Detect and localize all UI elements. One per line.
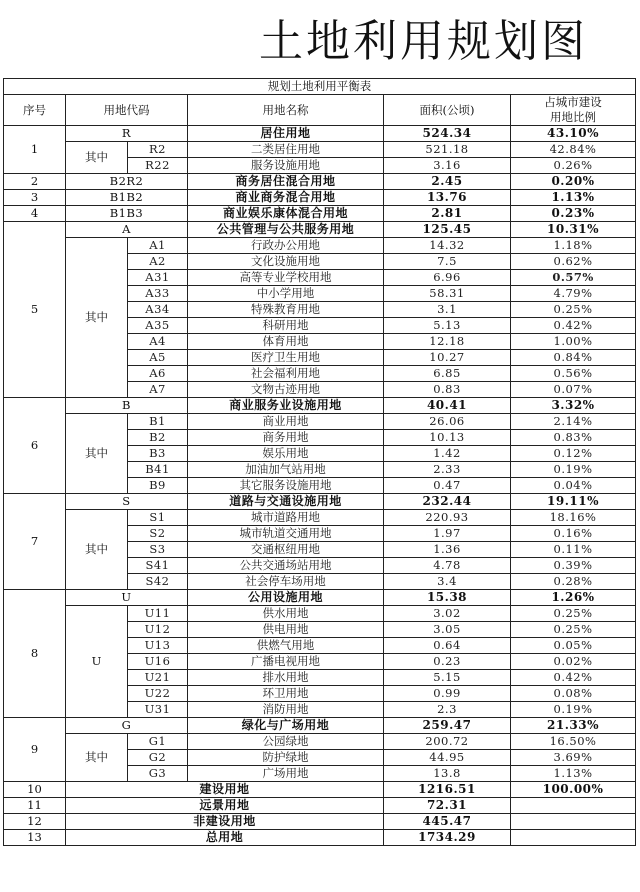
ratio-value: 0.23% (511, 206, 636, 222)
sub-area-value: 2.33 (384, 462, 511, 478)
land-name: 建设用地 (66, 782, 384, 798)
watermark-blur (476, 842, 616, 876)
sub-land-name: 行政办公用地 (188, 238, 384, 254)
land-name: 商业商务混合用地 (188, 190, 384, 206)
sub-area-value: 10.13 (384, 430, 511, 446)
header-name: 用地名称 (188, 95, 384, 126)
land-name: 公共管理与公共服务用地 (188, 222, 384, 238)
sub-land-name: 体育用地 (188, 334, 384, 350)
sub-ratio-value: 0.25% (511, 302, 636, 318)
land-code: A (66, 222, 188, 238)
ratio-value: 10.31% (511, 222, 636, 238)
sub-area-value: 6.85 (384, 366, 511, 382)
land-code: S (66, 494, 188, 510)
sub-area-value: 4.78 (384, 558, 511, 574)
sub-ratio-value: 0.25% (511, 622, 636, 638)
row-number: 6 (4, 398, 66, 494)
row-number: 11 (4, 798, 66, 814)
sub-land-name: 其它服务设施用地 (188, 478, 384, 494)
sub-land-name: 商业用地 (188, 414, 384, 430)
sub-code: S2 (128, 526, 188, 542)
sub-land-name: 中小学用地 (188, 286, 384, 302)
sub-code: S3 (128, 542, 188, 558)
sub-ratio-value: 0.16% (511, 526, 636, 542)
sub-code: U22 (128, 686, 188, 702)
table-row (4, 590, 636, 606)
sub-land-name: 公园绿地 (188, 734, 384, 750)
sub-area-value: 1.42 (384, 446, 511, 462)
sub-land-name: 环卫用地 (188, 686, 384, 702)
sub-area-value: 5.15 (384, 670, 511, 686)
sub-area-value: 26.06 (384, 414, 511, 430)
sub-ratio-value: 0.19% (511, 462, 636, 478)
sub-ratio-value: 1.00% (511, 334, 636, 350)
row-number: 9 (4, 718, 66, 782)
sub-ratio-value: 0.07% (511, 382, 636, 398)
sub-ratio-value: 0.42% (511, 670, 636, 686)
sub-code: B1 (128, 414, 188, 430)
land-name: 商务居住混合用地 (188, 174, 384, 190)
land-name: 远景用地 (66, 798, 384, 814)
sub-code: S42 (128, 574, 188, 590)
sub-ratio-value: 0.04% (511, 478, 636, 494)
area-value: 259.47 (384, 718, 511, 734)
sub-area-value: 0.47 (384, 478, 511, 494)
ratio-value (511, 814, 636, 830)
table-caption: 规划土地利用平衡表 (4, 79, 636, 95)
table-row (4, 238, 636, 254)
sub-ratio-value: 0.62% (511, 254, 636, 270)
sub-land-name: 文化设施用地 (188, 254, 384, 270)
header-code: 用地代码 (66, 95, 188, 126)
land-code: B (66, 398, 188, 414)
sub-area-value: 6.96 (384, 270, 511, 286)
area-value: 15.38 (384, 590, 511, 606)
sub-area-value: 14.32 (384, 238, 511, 254)
row-number: 8 (4, 590, 66, 718)
sub-ratio-value: 4.79% (511, 286, 636, 302)
ratio-value (511, 798, 636, 814)
land-code: B1B3 (66, 206, 188, 222)
land-name: 公用设施用地 (188, 590, 384, 606)
land-code: U (66, 590, 188, 606)
land-code: B1B2 (66, 190, 188, 206)
group-code-label: U (66, 606, 128, 718)
sub-code: U13 (128, 638, 188, 654)
sub-ratio-value: 0.56% (511, 366, 636, 382)
sub-code: A35 (128, 318, 188, 334)
sub-code: R2 (128, 142, 188, 158)
area-value: 40.41 (384, 398, 511, 414)
sub-ratio-value: 0.83% (511, 430, 636, 446)
sub-land-name: 社会停车场用地 (188, 574, 384, 590)
group-label-qizhong: 其中 (66, 734, 128, 782)
table-row (4, 398, 636, 414)
sub-land-name: 高等专业学校用地 (188, 270, 384, 286)
sub-ratio-value: 0.05% (511, 638, 636, 654)
sub-land-name: 消防用地 (188, 702, 384, 718)
sub-land-name: 供燃气用地 (188, 638, 384, 654)
sub-ratio-value: 3.69% (511, 750, 636, 766)
sub-ratio-value: 0.84% (511, 350, 636, 366)
header-ratio-line2: 用地比例 (550, 110, 597, 124)
sub-area-value: 220.93 (384, 510, 511, 526)
sub-ratio-value: 0.25% (511, 606, 636, 622)
sub-area-value: 58.31 (384, 286, 511, 302)
sub-ratio-value: 0.39% (511, 558, 636, 574)
sub-code: G1 (128, 734, 188, 750)
table-row (4, 222, 636, 238)
table-row (4, 414, 636, 430)
sub-area-value: 200.72 (384, 734, 511, 750)
table-row (4, 206, 636, 222)
sub-code: B41 (128, 462, 188, 478)
sub-land-name: 社会福利用地 (188, 366, 384, 382)
sub-ratio-value: 42.84% (511, 142, 636, 158)
row-number: 12 (4, 814, 66, 830)
sub-ratio-value: 0.12% (511, 446, 636, 462)
land-name: 道路与交通设施用地 (188, 494, 384, 510)
group-label-qizhong: 其中 (66, 142, 128, 174)
sub-land-name: 供水用地 (188, 606, 384, 622)
sub-code: G3 (128, 766, 188, 782)
sub-land-name: 广播电视用地 (188, 654, 384, 670)
sub-land-name: 科研用地 (188, 318, 384, 334)
row-number: 1 (4, 126, 66, 174)
sub-area-value: 0.83 (384, 382, 511, 398)
row-number: 7 (4, 494, 66, 590)
sub-land-name: 加油加气站用地 (188, 462, 384, 478)
header-no: 序号 (4, 95, 66, 126)
sub-area-value: 10.27 (384, 350, 511, 366)
area-value: 445.47 (384, 814, 511, 830)
sub-code: A6 (128, 366, 188, 382)
land-name: 商业娱乐康体混合用地 (188, 206, 384, 222)
sub-code: S41 (128, 558, 188, 574)
sub-area-value: 1.97 (384, 526, 511, 542)
sub-code: A4 (128, 334, 188, 350)
table-row (4, 718, 636, 734)
sub-land-name: 供电用地 (188, 622, 384, 638)
area-value: 1216.51 (384, 782, 511, 798)
sub-code: B3 (128, 446, 188, 462)
ratio-value: 3.32% (511, 398, 636, 414)
ratio-value: 1.26% (511, 590, 636, 606)
table-row (4, 782, 636, 798)
land-name: 居住用地 (188, 126, 384, 142)
sub-ratio-value: 1.18% (511, 238, 636, 254)
sub-area-value: 3.05 (384, 622, 511, 638)
sub-code: A34 (128, 302, 188, 318)
header-ratio-line1: 占城市建设 (544, 95, 602, 109)
sub-code: U12 (128, 622, 188, 638)
page-title: 土地利用规划图 (259, 16, 588, 67)
sub-code: U21 (128, 670, 188, 686)
sub-ratio-value: 18.16% (511, 510, 636, 526)
sub-code: U31 (128, 702, 188, 718)
sub-area-value: 3.16 (384, 158, 511, 174)
ratio-value: 21.33% (511, 718, 636, 734)
table-row (4, 510, 636, 526)
header-ratio (511, 95, 636, 126)
table-row (4, 190, 636, 206)
sub-area-value: 5.13 (384, 318, 511, 334)
sub-land-name: 文物古迹用地 (188, 382, 384, 398)
sub-ratio-value: 2.14% (511, 414, 636, 430)
sub-ratio-value: 0.57% (511, 270, 636, 286)
sub-area-value: 44.95 (384, 750, 511, 766)
sub-area-value: 3.4 (384, 574, 511, 590)
sub-ratio-value: 0.11% (511, 542, 636, 558)
sub-land-name: 防护绿地 (188, 750, 384, 766)
sub-area-value: 1.36 (384, 542, 511, 558)
row-number: 3 (4, 190, 66, 206)
sub-ratio-value: 0.08% (511, 686, 636, 702)
sub-code: B9 (128, 478, 188, 494)
sub-land-name: 公共交通场站用地 (188, 558, 384, 574)
sub-code: S1 (128, 510, 188, 526)
sub-land-name: 排水用地 (188, 670, 384, 686)
table-row (4, 126, 636, 142)
sub-code: A1 (128, 238, 188, 254)
sub-code: B2 (128, 430, 188, 446)
sub-ratio-value: 1.13% (511, 766, 636, 782)
header-area: 面积(公顷) (384, 95, 511, 126)
area-value: 125.45 (384, 222, 511, 238)
table-row (4, 174, 636, 190)
sub-area-value: 3.02 (384, 606, 511, 622)
sub-land-name: 商务用地 (188, 430, 384, 446)
sub-code: A5 (128, 350, 188, 366)
table-row (4, 798, 636, 814)
sub-code: R22 (128, 158, 188, 174)
land-use-balance-table (3, 78, 636, 846)
sub-area-value: 13.8 (384, 766, 511, 782)
group-label-qizhong: 其中 (66, 414, 128, 494)
row-number: 10 (4, 782, 66, 798)
area-value: 524.34 (384, 126, 511, 142)
table-row (4, 494, 636, 510)
sub-code: U16 (128, 654, 188, 670)
table-caption-row (4, 79, 636, 95)
sub-code: A2 (128, 254, 188, 270)
sub-ratio-value: 16.50% (511, 734, 636, 750)
area-value: 13.76 (384, 190, 511, 206)
row-number: 5 (4, 222, 66, 398)
table-row (4, 142, 636, 158)
area-value: 2.81 (384, 206, 511, 222)
table-row (4, 814, 636, 830)
land-name: 商业服务业设施用地 (188, 398, 384, 414)
sub-area-value: 521.18 (384, 142, 511, 158)
row-number: 4 (4, 206, 66, 222)
sub-ratio-value: 0.28% (511, 574, 636, 590)
group-label-qizhong: 其中 (66, 510, 128, 590)
land-name: 绿化与广场用地 (188, 718, 384, 734)
sub-land-name: 城市轨道交通用地 (188, 526, 384, 542)
sub-code: A31 (128, 270, 188, 286)
sub-area-value: 0.23 (384, 654, 511, 670)
group-label-qizhong: 其中 (66, 238, 128, 398)
land-code: B2R2 (66, 174, 188, 190)
area-value: 72.31 (384, 798, 511, 814)
sub-area-value: 3.1 (384, 302, 511, 318)
ratio-value: 1.13% (511, 190, 636, 206)
sub-area-value: 2.3 (384, 702, 511, 718)
sub-area-value: 7.5 (384, 254, 511, 270)
table-row (4, 606, 636, 622)
sub-ratio-value: 0.19% (511, 702, 636, 718)
row-number: 2 (4, 174, 66, 190)
ratio-value: 100.00% (511, 782, 636, 798)
land-name: 非建设用地 (66, 814, 384, 830)
land-name: 总用地 (66, 830, 384, 846)
sub-ratio-value: 0.26% (511, 158, 636, 174)
area-value: 1734.29 (384, 830, 511, 846)
sub-land-name: 特殊教育用地 (188, 302, 384, 318)
sub-land-name: 娱乐用地 (188, 446, 384, 462)
sub-land-name: 二类居住用地 (188, 142, 384, 158)
sub-code: A7 (128, 382, 188, 398)
sub-code: A33 (128, 286, 188, 302)
ratio-value: 19.11% (511, 494, 636, 510)
sub-area-value: 0.99 (384, 686, 511, 702)
table-header-row (4, 95, 636, 126)
area-value: 2.45 (384, 174, 511, 190)
sub-area-value: 0.64 (384, 638, 511, 654)
area-value: 232.44 (384, 494, 511, 510)
sub-land-name: 医疗卫生用地 (188, 350, 384, 366)
sub-ratio-value: 0.42% (511, 318, 636, 334)
ratio-value: 43.10% (511, 126, 636, 142)
sub-code: G2 (128, 750, 188, 766)
sub-land-name: 广场用地 (188, 766, 384, 782)
sub-ratio-value: 0.02% (511, 654, 636, 670)
sub-area-value: 12.18 (384, 334, 511, 350)
sub-land-name: 城市道路用地 (188, 510, 384, 526)
sub-land-name: 交通枢纽用地 (188, 542, 384, 558)
sub-land-name: 服务设施用地 (188, 158, 384, 174)
sub-code: U11 (128, 606, 188, 622)
land-code: R (66, 126, 188, 142)
ratio-value: 0.20% (511, 174, 636, 190)
row-number: 13 (4, 830, 66, 846)
land-code: G (66, 718, 188, 734)
table-row (4, 734, 636, 750)
